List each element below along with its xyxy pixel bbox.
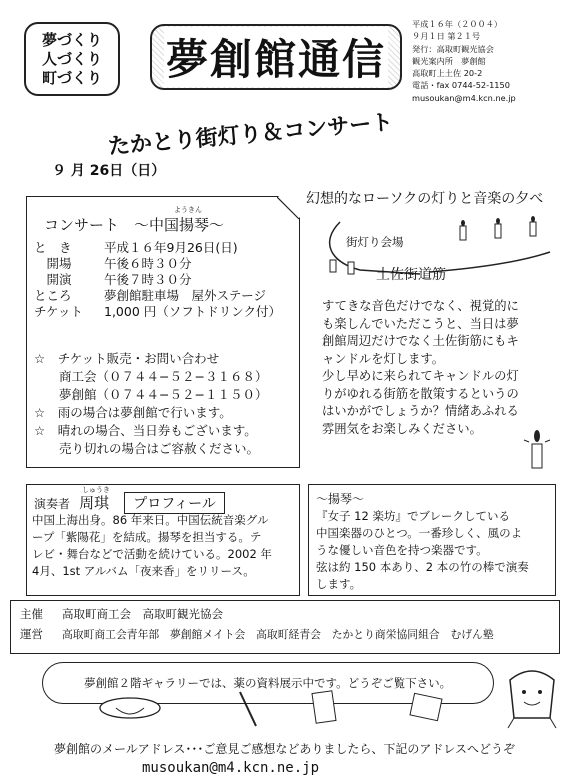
manage-label: 運営 — [20, 627, 43, 641]
mail-line: 夢創館のメールアドレス･･･ご意見ご感想などありましたら、下記のアドレスへどうぞ — [54, 742, 516, 756]
description-line: 雰囲気をお楽しみください。 — [322, 421, 482, 436]
description-line: すてきな音色だけでなく、視覚的に — [322, 299, 519, 313]
pubinfo-line: 電話・fax 0744-52-1150 — [412, 80, 510, 91]
yueqin-title: ～揚琴～ — [316, 492, 365, 506]
pubinfo-line: 発行：高取町観光協会 — [412, 43, 494, 54]
organizers — [20, 604, 494, 645]
profile-heading — [34, 492, 225, 514]
pubinfo-line: ９月１日 第２１号 — [412, 31, 481, 42]
profile-tag: プロフィール — [124, 492, 225, 514]
profile-text — [32, 512, 272, 580]
candle-icon — [522, 428, 552, 474]
pubinfo-line: 平成１６年（２００４） — [412, 19, 503, 29]
host-label: 主催 — [20, 607, 43, 621]
detail-label: 開場 — [34, 256, 72, 271]
detail-value: 夢創館駐車場 屋外ステージ — [104, 288, 267, 303]
description-line: 創館周辺だけでなく土佐街筋にもキ — [322, 334, 519, 348]
note-line: 売り切れの場合はご容赦ください。 — [34, 441, 260, 456]
detail-row — [34, 272, 281, 288]
masthead-title: 夢創館通信 — [164, 27, 388, 87]
concert-title: コンサート ～中国揚琴～ — [44, 216, 225, 234]
description-line: りがゆれる街筋を散策するというの — [322, 386, 519, 401]
venue-label: 街灯り会場 — [346, 235, 404, 249]
detail-row — [34, 288, 281, 304]
profile-line: ープ「紫陽花」を結成。揚琴を担当する。テ — [32, 530, 262, 544]
detail-label: ところ — [34, 288, 72, 303]
note-line: ☆ 晴れの場合、当日券もございます。 — [34, 423, 257, 438]
profile-line: 4月、1st アルバム「夜来香」をリリース。 — [32, 564, 255, 578]
mail-address[interactable]: musoukan@m4.kcn.ne.jp — [142, 760, 320, 776]
detail-value: 1,000 円（ソフトドリンク付） — [104, 304, 282, 319]
pubinfo-line: 観光案内所 夢創館 — [412, 55, 486, 66]
pubinfo-line: musoukan@m4.kcn.ne.jp — [412, 92, 516, 103]
slogan-box — [24, 22, 120, 96]
description-line: ャンドルを灯します。 — [322, 351, 444, 366]
event-description — [322, 298, 552, 438]
detail-value: 午後６時３０分 — [104, 256, 192, 271]
description-line: も楽しんでいただこうと、当日は夢 — [322, 316, 519, 331]
yueqin-line: 弦は約 150 本あり、2 本の竹の棒で演奏 — [316, 560, 529, 574]
yueqin-text — [316, 508, 529, 593]
profile-line: 中国上海出身。86 年来日。中国伝統音楽グル — [32, 513, 269, 527]
performer-role: 演奏者 — [34, 497, 71, 511]
manage-row — [20, 624, 494, 645]
note-line: ☆ 雨の場合は夢創館で行います。 — [34, 405, 232, 420]
profile-line: レビ・舞台などで活動を続けている。2002 年 — [32, 547, 272, 561]
description-line: 少し早めに来られてキャンドルの灯 — [322, 369, 519, 383]
yueqin-line: します。 — [316, 577, 362, 591]
host-row — [20, 604, 494, 624]
subtitle: 幻想的なローソクの灯りと音楽の夕べ — [306, 191, 544, 207]
detail-row — [34, 240, 281, 256]
note-line: ☆ チケット販売・お問い合わせ — [34, 351, 220, 366]
detail-row — [34, 304, 281, 320]
detail-value: 午後７時３０分 — [104, 272, 192, 287]
headline: たかとり街灯り＆コンサート — [107, 110, 395, 160]
ruby-shuki: しゅうき — [82, 486, 110, 494]
masthead — [150, 24, 402, 90]
pubinfo-line: 高取町上土佐 20-2 — [412, 68, 483, 79]
detail-label: 開演 — [34, 272, 72, 287]
manage-value: 高取町商工会青年部 夢創館メイト会 高取町経青会 たかとり商栄協同組合 むげん塾 — [62, 628, 494, 641]
yueqin-line: うな優しい音色を持つ楽器です。 — [316, 543, 488, 557]
fold-line-icon — [277, 197, 301, 221]
slogan-line: 夢づくり — [41, 30, 102, 49]
concert-notes — [34, 350, 267, 458]
venue-name: 土佐街道筋 — [376, 267, 446, 283]
yueqin-line: 『女子 12 楽坊』でブレークしている — [316, 509, 510, 523]
gallery-text: 夢創館２階ギャラリーでは、薬の資料展示中です。どうぞご覧下さい。 — [84, 676, 452, 690]
note-line: 夢創館（０７４４−５２−１１５０） — [34, 387, 268, 402]
description-line: はいかがでしょうか？情緒あふれる — [322, 404, 519, 418]
yueqin-line: 中国楽器のひとつ。一番珍しく、風のよ — [316, 526, 523, 540]
detail-value: 平成１６年9月26日(日) — [104, 240, 238, 255]
host-value: 高取町商工会 高取町観光協会 — [62, 607, 223, 621]
medicine-illustration — [60, 690, 516, 732]
slogan-line: 人づくり — [41, 49, 102, 68]
concert-details — [34, 240, 281, 320]
event-date: ９ 月 26日（日） — [52, 163, 166, 179]
publication-info — [412, 18, 558, 104]
detail-label: と き — [34, 240, 72, 255]
note-line: 商工会（０７４４−５２−３１６８） — [34, 369, 268, 384]
mascot-icon — [502, 660, 562, 730]
detail-label: チケット — [34, 304, 83, 319]
performer-name: 周琪 — [79, 494, 110, 512]
slogan-line: 町づくり — [41, 68, 102, 87]
ruby-yokin: ようきん — [174, 206, 202, 214]
detail-row — [34, 256, 281, 272]
